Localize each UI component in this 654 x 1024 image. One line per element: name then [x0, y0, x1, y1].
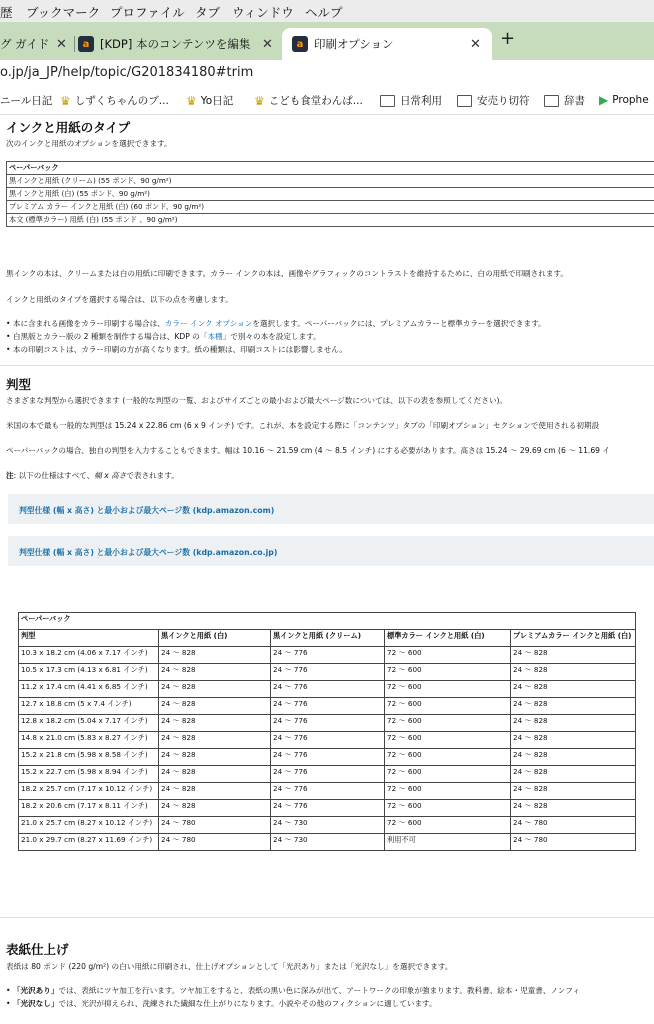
trim-spec-com-expander[interactable] — [8, 494, 654, 524]
page-range-cell: 24 ～ 776 — [271, 800, 385, 817]
page-range-cell: 24 ～ 780 — [511, 834, 636, 851]
page-range-cell: 利用不可 — [385, 834, 511, 851]
tab-kdp-edit[interactable] — [78, 28, 278, 60]
page-content — [0, 114, 654, 1024]
menu-profile[interactable]: プロファイル — [110, 5, 185, 20]
page-range-cell: 24 ～ 776 — [271, 783, 385, 800]
bullet-text: 白黒版とカラー版の 2 種類を制作する場合は、KDP の「 — [12, 332, 208, 341]
page-range-cell: 72 ～ 600 — [385, 647, 511, 664]
bullet-text: 本に含まれる画像をカラー印刷する場合は、 — [12, 319, 165, 328]
table-row — [19, 681, 636, 698]
page-range-cell: 24 ～ 828 — [159, 647, 271, 664]
trim-paragraph-3: ペーパーバックの場合、独自の判型を入力することもできます。幅は 10.16 ～ 21.59 cm (4 ～ 8.5 インチ) にする必要があります。高さは 15.24 ～ 29.69 cm (6 ～ 11.69 イ — [6, 446, 610, 455]
bookmark-folder[interactable] — [544, 93, 585, 108]
bookmark-item[interactable] — [186, 93, 233, 108]
page-range-cell: 72 ～ 600 — [385, 783, 511, 800]
page-range-cell: 72 ～ 600 — [385, 732, 511, 749]
bookmark-label: しずくちゃんのブ... — [74, 95, 169, 107]
expander-label: 判型仕様 (幅 x 高さ) と最小および最大ページ数 (kdp.amazon.com) — [19, 506, 275, 515]
table-row — [19, 732, 636, 749]
page-range-cell: 72 ～ 600 — [385, 698, 511, 715]
note-label: 注 — [6, 471, 14, 480]
menu-bookmarks[interactable]: ブックマーク — [26, 5, 101, 20]
page-range-cell: 24 ～ 828 — [159, 749, 271, 766]
ink-bullet-3: • 本の印刷コストは、カラー印刷の方が高くなります。紙の種類は、印刷コストには影響しません。 — [6, 345, 347, 354]
column-header: 判型 — [19, 630, 159, 647]
table-row: 黒インクと用紙 (白) (55 ポンド、90 g/m²) — [7, 188, 654, 201]
bookmark-item[interactable] — [599, 93, 649, 107]
bookmark-favicon-icon: ♛ — [60, 93, 71, 108]
expander-label: 判型仕様 (幅 x 高さ) と最小および最大ページ数 (kdp.amazon.co.jp) — [19, 548, 278, 557]
table-row — [19, 749, 636, 766]
trim-size-cell: 15.2 x 22.7 cm (5.98 x 8.94 インチ) — [19, 766, 159, 783]
page-range-cell: 24 ～ 780 — [159, 834, 271, 851]
section-heading-ink-paper: インクと用紙のタイプ — [6, 120, 131, 135]
table-row — [19, 766, 636, 783]
trim-size-cell: 21.0 x 29.7 cm (8.27 x 11.69 インチ) — [19, 834, 159, 851]
page-range-cell: 24 ～ 828 — [511, 749, 636, 766]
trim-note — [6, 470, 179, 481]
page-range-cell: 24 ～ 828 — [159, 698, 271, 715]
bookmark-label: こども食堂わんぱ... — [268, 95, 363, 107]
page-range-cell: 24 ～ 776 — [271, 749, 385, 766]
page-range-cell: 24 ～ 776 — [271, 732, 385, 749]
section-divider — [0, 365, 654, 366]
bullet-text: 」で別々の本を設定します。 — [222, 332, 321, 341]
page-range-cell: 24 ～ 776 — [271, 698, 385, 715]
table-row — [19, 783, 636, 800]
page-range-cell: 24 ～ 828 — [511, 681, 636, 698]
cover-paragraph: 表紙は 80 ポンド (220 g/m²) の白い用紙に印刷され、仕上げオプションとして「光沢あり」または「光沢なし」を選択できます。 — [6, 962, 453, 971]
table-row — [19, 698, 636, 715]
bullet-text: を選択します。ペーパーバックには、プレミアムカラーと標準カラーを選択できます。 — [252, 319, 546, 328]
page-range-cell: 24 ～ 828 — [511, 715, 636, 732]
ink-paragraph-1: 黒インクの本は、クリームまたは白の用紙に印刷できます。カラー インクの本は、画像やグラフィックのコントラストを維持するために、白の用紙で印刷されます。 — [6, 269, 568, 278]
bookmark-item[interactable] — [254, 93, 363, 108]
page-range-cell: 72 ～ 600 — [385, 681, 511, 698]
table-caption: ペーパーバック — [19, 613, 636, 630]
column-header: 標準カラー インクと用紙 (白) — [385, 630, 511, 647]
bookmark-folder[interactable] — [457, 93, 530, 108]
section-heading-cover-finish: 表紙仕上げ — [6, 942, 69, 957]
page-range-cell: 24 ～ 828 — [159, 766, 271, 783]
tab-guide[interactable] — [0, 28, 72, 60]
tab-label: 印刷オプション — [314, 37, 394, 51]
ink-paragraph-2: インクと用紙のタイプを選択する場合は、以下の点を考慮します。 — [6, 295, 233, 304]
trim-size-cell: 12.8 x 18.2 cm (5.04 x 7.17 インチ) — [19, 715, 159, 732]
trim-size-cell: 11.2 x 17.4 cm (4.41 x 6.85 インチ) — [19, 681, 159, 698]
tab-strip — [0, 22, 654, 60]
trim-size-table — [18, 612, 636, 851]
folder-icon — [380, 95, 395, 107]
trim-size-cell: 18.2 x 25.7 cm (7.17 x 10.12 インチ) — [19, 783, 159, 800]
column-header: 黒インクと用紙 (クリーム) — [271, 630, 385, 647]
table-row: 黒インクと用紙 (クリーム) (55 ポンド、90 g/m²) — [7, 175, 654, 188]
bookmark-favicon-icon: ♛ — [254, 93, 265, 108]
bookmark-folder[interactable] — [380, 93, 442, 108]
page-range-cell: 72 ～ 600 — [385, 817, 511, 834]
bullet-text: では、光沢が抑えられ、洗練された繊細な仕上がりになります。小説やその他のフィクションに適しています。 — [58, 999, 437, 1008]
section-divider — [0, 917, 654, 918]
note-text: : 以下の仕様はすべて、 — [13, 471, 95, 480]
page-range-cell: 24 ～ 828 — [511, 800, 636, 817]
page-range-cell: 24 ～ 776 — [271, 664, 385, 681]
page-range-cell: 24 ～ 776 — [271, 715, 385, 732]
bullet-bold: 「光沢なし」 — [12, 999, 59, 1008]
ink-intro: 次のインクと用紙のオプションを選択できます。 — [6, 139, 172, 148]
column-header: プレミアムカラー インクと用紙 (白) — [511, 630, 636, 647]
trim-paragraph-1: さまざまな判型から選択できます (一般的な判型の一覧、およびサイズごとの最小および最大ページ数については、以下の表を参照してください)。 — [6, 396, 508, 405]
menu-help[interactable]: ヘルプ — [305, 5, 343, 20]
page-range-cell: 24 ～ 828 — [511, 783, 636, 800]
bookmark-item[interactable] — [0, 93, 52, 108]
amazon-favicon-icon: a — [292, 36, 308, 52]
trim-size-cell: 12.7 x 18.8 cm (5 x 7.4 インチ) — [19, 698, 159, 715]
table-row — [19, 715, 636, 732]
table-row — [19, 647, 636, 664]
page-range-cell: 24 ～ 776 — [271, 681, 385, 698]
ink-paper-table — [6, 161, 654, 227]
page-range-cell: 24 ～ 776 — [271, 766, 385, 783]
page-range-cell: 24 ～ 828 — [511, 647, 636, 664]
address-bar[interactable] — [0, 60, 654, 88]
ink-bullet-1: • 本に含まれる画像をカラー印刷する場合は、カラー インク オプションを選択します。ペーパーバックには、プレミアムカラーと標準カラーを選択できます。 — [6, 319, 546, 328]
page-range-cell: 24 ～ 828 — [511, 698, 636, 715]
bookmark-label: ニール日記 — [0, 95, 53, 107]
page-range-cell: 24 ～ 776 — [271, 647, 385, 664]
page-range-cell: 24 ～ 730 — [271, 817, 385, 834]
page-range-cell: 72 ～ 600 — [385, 766, 511, 783]
page-range-cell: 24 ～ 780 — [511, 817, 636, 834]
table-row — [19, 664, 636, 681]
page-range-cell: 72 ～ 600 — [385, 715, 511, 732]
trim-paragraph-2: 米国の本で最も一般的な判型は 15.24 x 22.86 cm (6 x 9 インチ) です。これが、本を設定する際に「コンテンツ」タブの「印刷オプション」セクションで使用される初期設 — [6, 421, 600, 430]
table-row — [19, 800, 636, 817]
tab-label: [KDP] 本のコンテンツを編集 — [100, 37, 251, 51]
page-range-cell: 24 ～ 828 — [159, 664, 271, 681]
page-range-cell: 24 ～ 828 — [159, 715, 271, 732]
bullet-text: 本の印刷コストは、カラー印刷の方が高くなります。紙の種類は、印刷コストには影響しません。 — [12, 345, 347, 354]
page-range-cell: 24 ～ 828 — [159, 732, 271, 749]
note-text: で表されます。 — [126, 471, 179, 480]
url-text: o.jp/ja_JP/help/topic/G201834180#trim — [0, 65, 254, 80]
cover-bullet-matte: • 「光沢なし」では、光沢が抑えられ、洗練された繊細な仕上がりになります。小説やその他のフィクションに適しています。 — [6, 999, 437, 1008]
color-ink-options-link[interactable]: カラー インク オプション — [164, 319, 253, 328]
page-range-cell: 24 ～ 780 — [159, 817, 271, 834]
amazon-favicon-icon: a — [78, 36, 94, 52]
page-range-cell: 72 ～ 600 — [385, 800, 511, 817]
bookmark-favicon-icon: ♛ — [186, 93, 197, 108]
tab-label: グ ガイド — [0, 37, 50, 51]
folder-icon — [544, 95, 559, 107]
menu-tab[interactable]: タブ — [195, 5, 221, 20]
page-range-cell: 72 ～ 600 — [385, 749, 511, 766]
page-range-cell: 24 ～ 828 — [159, 681, 271, 698]
table-row: 本文 (標準カラー) 用紙 (白) (55 ポンド 、90 g/m²) — [7, 214, 654, 227]
menu-history[interactable]: 歴 — [0, 5, 13, 20]
table-row — [19, 834, 636, 851]
page-range-cell: 24 ～ 828 — [511, 766, 636, 783]
page-range-cell: 24 ～ 828 — [511, 732, 636, 749]
trim-size-cell: 21.0 x 25.7 cm (8.27 x 10.12 インチ) — [19, 817, 159, 834]
table-row: プレミアム カラー インクと用紙 (白) (60 ポンド、90 g/m²) — [7, 201, 654, 214]
trim-size-cell: 10.5 x 17.3 cm (4.13 x 6.81 インチ) — [19, 664, 159, 681]
bookshelf-link[interactable]: 本棚 — [207, 332, 223, 341]
column-header: 黒インクと用紙 (白) — [159, 630, 271, 647]
new-tab-plus-icon[interactable]: + — [500, 28, 516, 49]
tab-close-icon[interactable]: ✕ — [470, 36, 481, 52]
page-range-cell: 24 ～ 828 — [511, 664, 636, 681]
page-range-cell: 24 ～ 730 — [271, 834, 385, 851]
folder-icon — [457, 95, 472, 107]
tab-close-icon[interactable]: ✕ — [262, 36, 273, 52]
trim-size-cell: 14.8 x 21.0 cm (5.83 x 8.27 インチ) — [19, 732, 159, 749]
bookmark-label: 安売り切符 — [477, 95, 530, 107]
note-italic: 幅 x 高さ — [94, 471, 127, 480]
bookmark-item[interactable] — [60, 93, 169, 108]
trim-size-cell: 15.2 x 21.8 cm (5.98 x 8.58 インチ) — [19, 749, 159, 766]
section-heading-trim-size: 判型 — [6, 377, 32, 392]
trim-spec-cojp-expander[interactable] — [8, 536, 654, 566]
table-header: ペーパーバック — [7, 162, 654, 175]
tab-close-icon[interactable]: ✕ — [56, 36, 67, 52]
page-range-cell: 24 ～ 828 — [159, 783, 271, 800]
bookmarks-bar — [0, 88, 654, 115]
trim-size-cell: 10.3 x 18.2 cm (4.06 x 7.17 インチ) — [19, 647, 159, 664]
app-menubar — [0, 0, 654, 22]
page-range-cell: 24 ～ 828 — [159, 800, 271, 817]
ink-bullet-2: • 白黒版とカラー版の 2 種類を制作する場合は、KDP の「本棚」で別々の本を設定します。 — [6, 332, 321, 341]
bullet-bold: 「光沢あり」 — [12, 986, 59, 995]
trim-size-cell: 18.2 x 20.6 cm (7.17 x 8.11 インチ) — [19, 800, 159, 817]
bullet-text: では、表紙にツヤ加工を行います。ツヤ加工をすると、表紙の黒い色に深みが出て、アートワークの印象が強まります。教科書、絵本・児童書、ノンフィ — [58, 986, 580, 995]
play-store-icon: ▶ — [599, 93, 609, 107]
table-header-row — [19, 630, 636, 647]
tab-print-options[interactable] — [282, 28, 492, 60]
table-row — [19, 817, 636, 834]
cover-bullet-glossy: • 「光沢あり」では、表紙にツヤ加工を行います。ツヤ加工をすると、表紙の黒い色に深みが出て、アートワークの印象が強まります。教科書、絵本・児童書、ノンフィ — [6, 986, 580, 995]
menu-window[interactable]: ウィンドウ — [232, 5, 294, 20]
tab-divider — [74, 36, 75, 52]
bookmark-label: Prophe — [612, 94, 649, 106]
bookmark-label: Yo日記 — [200, 95, 234, 107]
bookmark-label: 日常利用 — [400, 95, 442, 107]
bookmark-label: 辞書 — [564, 95, 585, 107]
page-range-cell: 72 ～ 600 — [385, 664, 511, 681]
